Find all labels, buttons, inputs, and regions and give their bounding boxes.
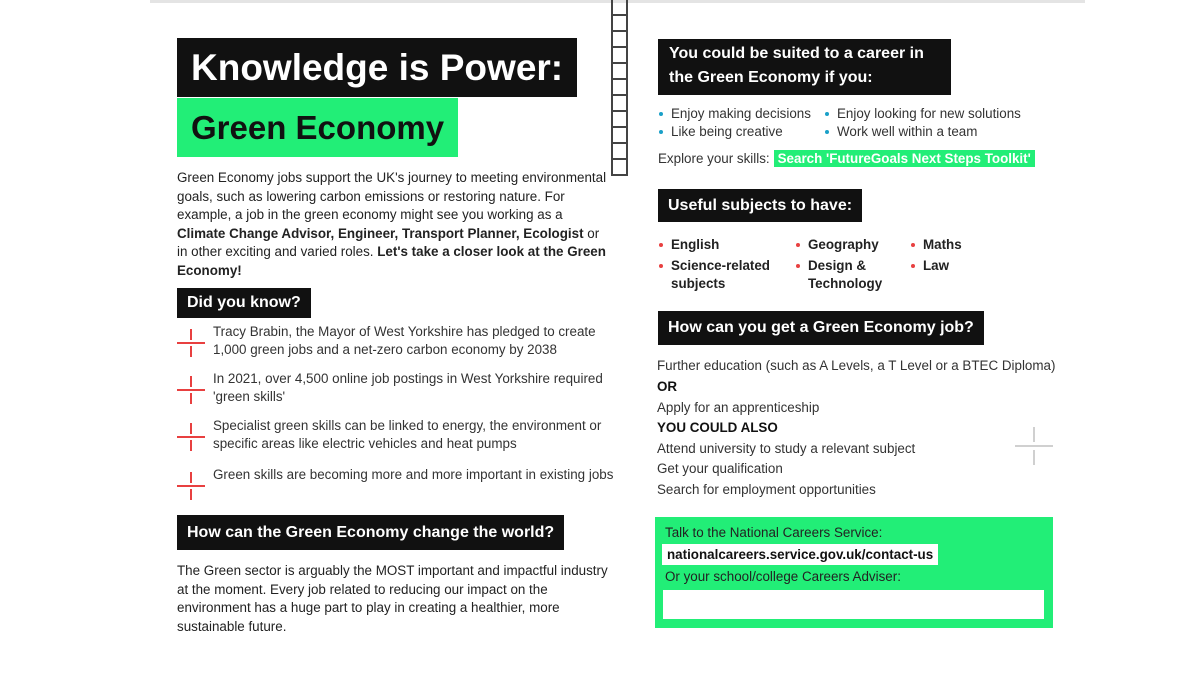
trait-item: Like being creative xyxy=(658,124,783,139)
subject-item: Geography xyxy=(795,236,879,254)
suited-heading-line2: the Green Economy if you: xyxy=(669,69,873,86)
route-line: Further education (such as A Levels, a T Level or a BTEC Diploma) xyxy=(657,358,1056,373)
get-job-heading: How can you get a Green Economy job? xyxy=(658,311,984,345)
red-cross-icon xyxy=(177,423,205,451)
careers-box xyxy=(655,517,1053,628)
grey-plus-icon xyxy=(1015,427,1053,465)
suited-heading xyxy=(658,39,951,95)
route-line: Search for employment opportunities xyxy=(657,482,876,497)
red-cross-icon xyxy=(177,329,205,357)
red-cross-icon xyxy=(177,376,205,404)
trait-item: Enjoy making decisions xyxy=(658,106,811,121)
suited-heading-line1: You could be suited to a career in xyxy=(669,45,924,62)
route-line: Apply for an apprenticeship xyxy=(657,400,820,415)
subject-item-cont: subjects xyxy=(671,276,726,291)
explore-label: Explore your skills: xyxy=(658,151,770,166)
explore-skills xyxy=(658,151,1035,166)
fact-text: Tracy Brabin, the Mayor of West Yorkshire has pledged to create 1,000 green jobs and a net-zero carbon economy by 2038 xyxy=(213,324,596,357)
subject-item: Maths xyxy=(910,236,962,254)
trait-item: Enjoy looking for new solutions xyxy=(824,106,1021,121)
intro-text-1: Green Economy jobs support the UK's journey to meeting environmental goals, such as lowering carbon emissions or restoring nature. For example, a job in the green economy might see you working as a xyxy=(177,170,607,222)
fact-text: Specialist green skills can be linked to energy, the environment or specific areas like electric vehicles and heat pumps xyxy=(213,418,602,451)
page-title: Knowledge is Power: xyxy=(177,38,577,97)
fact-text: Green skills are becoming more and more important in existing jobs xyxy=(213,467,614,482)
route-line: Get your qualification xyxy=(657,461,783,476)
fact-item xyxy=(177,323,617,358)
intro-roles: Climate Change Advisor, Engineer, Transport Planner, Ecologist xyxy=(177,225,584,241)
red-cross-icon xyxy=(177,472,205,500)
route-line: Attend university to study a relevant subject xyxy=(657,441,916,456)
subject-item: Science-related xyxy=(658,257,770,275)
route-also: YOU COULD ALSO xyxy=(657,420,778,435)
subject-item: English xyxy=(658,236,719,254)
fact-text: In 2021, over 4,500 online job postings in West Yorkshire required 'green skills' xyxy=(213,371,603,404)
route-or: OR xyxy=(657,379,678,394)
careers-adviser-field[interactable] xyxy=(663,590,1044,619)
change-world-heading: How can the Green Economy change the world? xyxy=(177,515,564,550)
intro-paragraph xyxy=(177,169,609,280)
careers-service-label: Talk to the National Careers Service: xyxy=(665,525,883,540)
intro-text-2: or in other exciting and varied roles. xyxy=(177,225,600,259)
ladder-graphic xyxy=(611,0,628,176)
did-you-know-heading: Did you know? xyxy=(177,288,311,318)
page-subtitle: Green Economy xyxy=(177,98,458,157)
trait-item: Work well within a team xyxy=(824,124,977,139)
subjects-heading: Useful subjects to have: xyxy=(658,189,862,222)
subject-item-cont: Technology xyxy=(808,276,883,291)
intro-closing: Let's take a closer look at the Green Economy! xyxy=(177,244,606,278)
explore-highlight: Search 'FutureGoals Next Steps Toolkit' xyxy=(774,150,1035,167)
careers-service-link[interactable]: nationalcareers.service.gov.uk/contact-us xyxy=(662,544,938,565)
fact-item xyxy=(177,417,617,452)
subject-item: Law xyxy=(910,257,949,275)
change-world-text: The Green sector is arguably the MOST important and impactful industry at the moment. Every job related to reducing our impact on the environment has a huge part to play in creating a healthier, more sustainable future. xyxy=(177,563,608,634)
fact-item xyxy=(177,370,617,405)
subject-item: Design & xyxy=(795,257,866,275)
fact-item xyxy=(177,466,617,484)
careers-adviser-label: Or your school/college Careers Adviser: xyxy=(665,569,901,584)
